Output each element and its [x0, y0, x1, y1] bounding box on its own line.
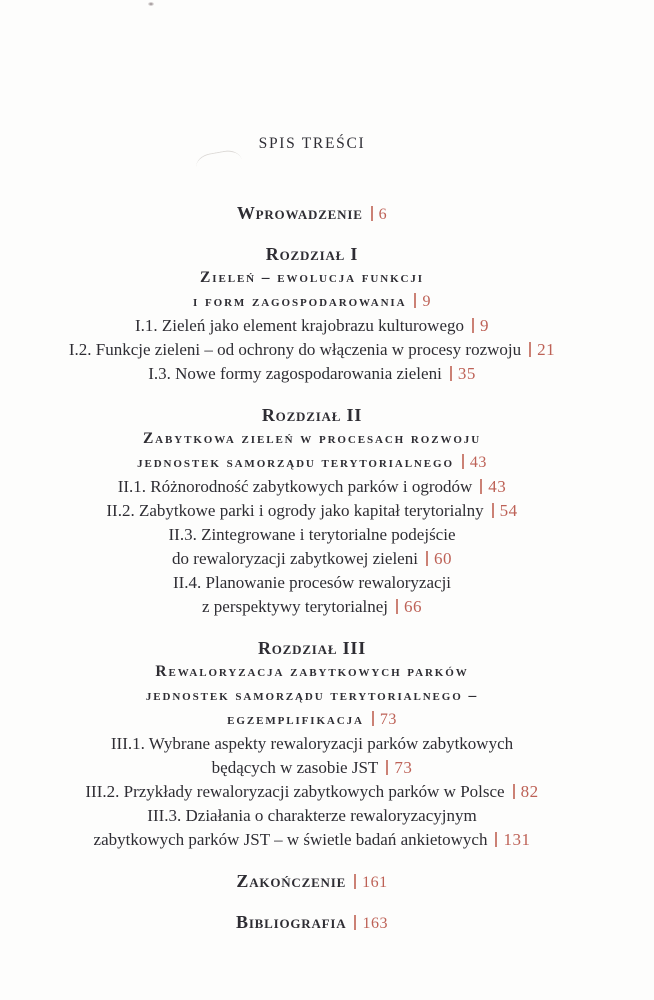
page-ref: [346, 912, 388, 932]
entry-label: II.4. Planowanie procesów rewaloryzacji: [172, 573, 452, 592]
toc-entry-III1-line1: [0, 732, 624, 756]
separator-bar: [426, 551, 428, 566]
toc-entry-II3-line2: [0, 547, 624, 571]
page-ref: [487, 830, 530, 849]
chapter-title-text: jednostek samorządu terytorialnego –: [145, 687, 479, 704]
page-number: 161: [362, 874, 388, 891]
chapter-title-text: egzemplifikacja: [227, 711, 364, 728]
page-number: 9: [422, 293, 431, 310]
page-ref: [418, 549, 452, 568]
entry-label: II.1. Różnorodność zabytkowych parków i ogrodów: [117, 477, 473, 496]
page-ref: [454, 454, 487, 471]
entry-label: Zakończenie: [236, 871, 347, 891]
page-number: 73: [394, 758, 413, 777]
page-number: 54: [499, 501, 518, 520]
chapter-title-line: [0, 427, 624, 451]
toc-entry-I3: [0, 362, 624, 386]
entry-label: III.2. Przykłady rewaloryzacji zabytkowych parków w Polsce: [85, 782, 505, 801]
toc-entry-II4-line2: [0, 595, 624, 619]
chapter-title-text: i form zagospodarowania: [193, 293, 407, 310]
page-number: 163: [362, 915, 388, 932]
chapter-title-line: [0, 708, 624, 732]
separator-bar: [354, 874, 356, 889]
toc-entry-bibliografia: [0, 910, 624, 936]
page-number: 60: [433, 549, 452, 568]
entry-label: Wprowadzenie: [236, 203, 363, 223]
page-number: 82: [520, 782, 539, 801]
separator-bar: [396, 599, 398, 614]
toc-entry-III1-line2: [0, 756, 624, 780]
chapter-title-line: [0, 266, 624, 290]
page-ref: [406, 293, 431, 310]
separator-bar: [472, 318, 474, 333]
chapter-number: Rozdział III: [257, 638, 367, 658]
chapter-title-text: Rewaloryzacja zabytkowych parków: [155, 663, 469, 680]
separator-bar: [495, 832, 497, 847]
entry-label: będących w zasobie JST: [211, 758, 379, 777]
page-number: 43: [469, 454, 487, 471]
page-ref: [346, 871, 388, 891]
entry-label: II.2. Zabytkowe parki i ogrody jako kapitał terytorialny: [106, 501, 484, 520]
entry-label: z perspektywy terytorialnej: [202, 597, 388, 616]
entry-label: I.3. Nowe formy zagospodarowania zieleni: [148, 364, 442, 383]
entry-label: I.2. Funkcje zieleni – od ochrony do włączenia w procesy rozwoju: [68, 340, 522, 359]
separator-bar: [462, 454, 464, 469]
chapter-heading-3: [0, 636, 624, 660]
toc-entry-III3-line1: [0, 804, 624, 828]
toc-entry-zakonczenie: [0, 869, 624, 895]
separator-bar: [372, 711, 374, 726]
entry-label: II.3. Zintegrowane i terytorialne podejście: [168, 525, 456, 544]
entry-label: III.1. Wybrane aspekty rewaloryzacji parków zabytkowych: [110, 734, 514, 753]
toc-entry-III2: [0, 780, 624, 804]
separator-bar: [371, 206, 373, 221]
separator-bar: [414, 293, 416, 308]
separator-bar: [529, 342, 531, 357]
separator-bar: [354, 915, 356, 930]
toc-entry-I1: [0, 314, 624, 338]
separator-bar: [492, 503, 494, 518]
page-number: 43: [488, 477, 507, 496]
page-ref: [363, 203, 388, 223]
chapter-title-text: Zieleń – ewolucja funkcji: [200, 269, 424, 286]
entry-label: do rewaloryzacji zabytkowej zieleni: [172, 549, 418, 568]
page-number: 131: [503, 830, 531, 849]
page-ref: [472, 477, 506, 496]
page-ref: [464, 316, 489, 335]
toc-entry-II1: [0, 475, 624, 499]
page-number: 35: [457, 364, 476, 383]
separator-bar: [386, 760, 388, 775]
separator-bar: [450, 366, 452, 381]
page-number: 9: [480, 316, 490, 335]
page-number: 73: [379, 711, 397, 728]
chapter-number: Rozdział II: [261, 405, 363, 425]
toc-entry-II3-line1: [0, 523, 624, 547]
page-ref: [442, 364, 476, 383]
entry-label: III.3. Działania o charakterze rewaloryzacyjnym: [147, 806, 477, 825]
toc-entry-III3-line2: [0, 828, 624, 852]
page-ref: [378, 758, 412, 777]
entry-label: I.1. Zieleń jako element krajobrazu kulturowego: [134, 316, 465, 335]
page-number: 21: [537, 340, 556, 359]
toc-entry-I2: [0, 338, 624, 362]
toc-entry-II4-line1: [0, 571, 624, 595]
chapter-title-line: [0, 660, 624, 684]
page-ref: [521, 340, 555, 359]
page-ref: [505, 782, 539, 801]
page-ref: [484, 501, 518, 520]
chapter-heading-1: [0, 242, 624, 266]
chapter-title-line: [0, 290, 624, 314]
chapter-title-text: jednostek samorządu terytorialnego: [137, 454, 454, 471]
entry-label: zabytkowych parków JST – w świetle badań ankietowych: [93, 830, 488, 849]
chapter-title-text: Zabytkowa zieleń w procesach rozwoju: [142, 430, 482, 447]
chapter-number: Rozdział I: [265, 244, 359, 264]
page-number: 6: [378, 206, 388, 223]
page-title: [0, 134, 624, 154]
page-ref: [388, 597, 422, 616]
separator-bar: [513, 784, 515, 799]
chapter-title-line: [0, 451, 624, 475]
chapter-title-line: [0, 684, 624, 708]
separator-bar: [480, 479, 482, 494]
toc-entry-wprowadzenie: [0, 201, 624, 227]
page-title-text: SPIS TREŚCI: [258, 135, 366, 152]
entry-label: Bibliografia: [236, 912, 347, 932]
page-number: 66: [404, 597, 422, 616]
page-ref: [364, 711, 397, 728]
chapter-heading-2: [0, 403, 624, 427]
toc-entry-II2: [0, 499, 624, 523]
